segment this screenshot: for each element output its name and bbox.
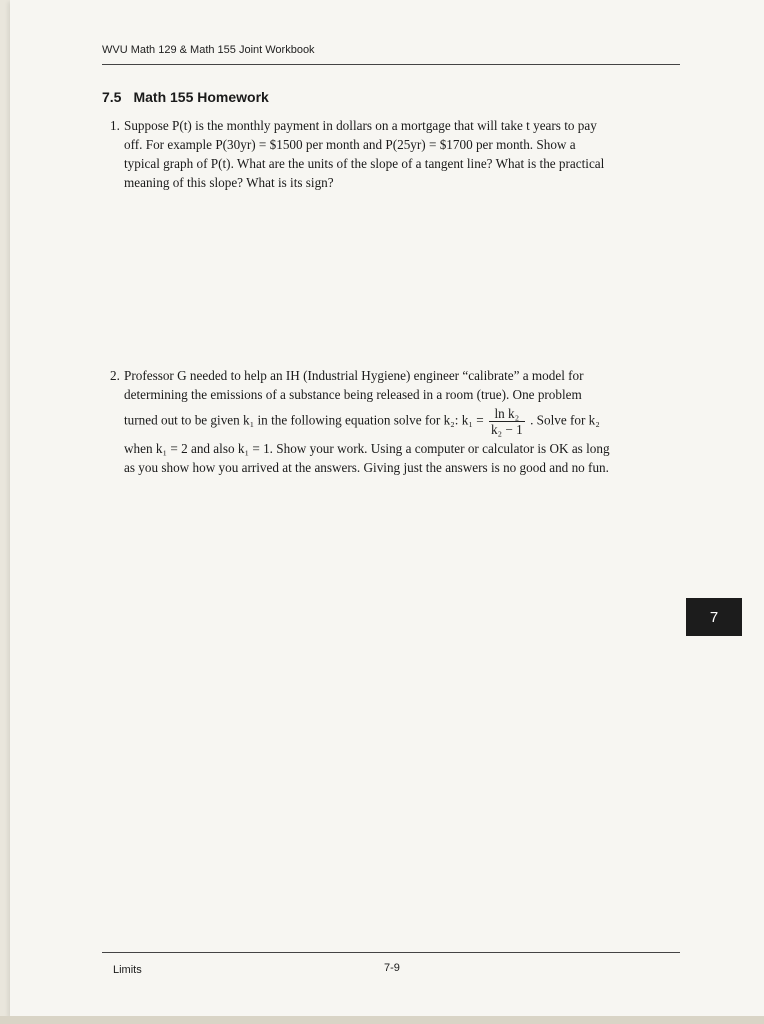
problem-line: Professor G needed to help an IH (Industrial Hygiene) engineer “calibrate” a model for xyxy=(124,368,584,383)
problem-line: when k₁ = 2 and also k₁ = 1. Show your work. Using a computer or calculator is OK as long xyxy=(124,441,610,456)
section-heading xyxy=(102,89,269,105)
equation-trail-text: . Solve for k₂ xyxy=(530,412,600,428)
page-edge xyxy=(0,1016,764,1024)
equation-lead-text: turned out to be given k₁ in the following equation solve for k₂: k₁ = xyxy=(124,412,484,428)
chapter-tab: 7 xyxy=(686,598,742,636)
problem-line: off. For example P(30yr) = $1500 per month and P(25yr) = $1700 per month. Show a xyxy=(124,137,576,152)
problem-line: determining the emissions of a substance being released in a room (true). One problem xyxy=(124,387,582,402)
header-rule xyxy=(102,64,680,65)
section-number: 7.5 xyxy=(102,89,122,105)
equation-fraction xyxy=(489,406,525,437)
section-title: Math 155 Homework xyxy=(133,89,269,105)
problem-number: 1. xyxy=(110,118,120,133)
problem-line: as you show how you arrived at the answers. Giving just the answers is no good and no fun. xyxy=(124,460,609,475)
footer-page-number: 7-9 xyxy=(384,962,400,974)
problem-text xyxy=(124,116,684,192)
problem-line: typical graph of P(t). What are the units of the slope of a tangent line? What is the practical xyxy=(124,156,605,171)
fraction-denominator: k₂ − 1 xyxy=(490,422,523,437)
problem-text xyxy=(124,366,684,477)
problem-line-with-equation xyxy=(124,406,684,437)
running-header: WVU Math 129 & Math 155 Joint Workbook xyxy=(102,44,315,56)
problem-number: 2. xyxy=(110,368,120,383)
footer-rule xyxy=(102,952,680,953)
fraction-numerator: ln k₂ xyxy=(489,406,525,422)
problem-line: meaning of this slope? What is its sign? xyxy=(124,175,334,190)
problem-line: Suppose P(t) is the monthly payment in dollars on a mortgage that will take t years to pay xyxy=(124,118,597,133)
footer-chapter-name: Limits xyxy=(113,964,142,976)
